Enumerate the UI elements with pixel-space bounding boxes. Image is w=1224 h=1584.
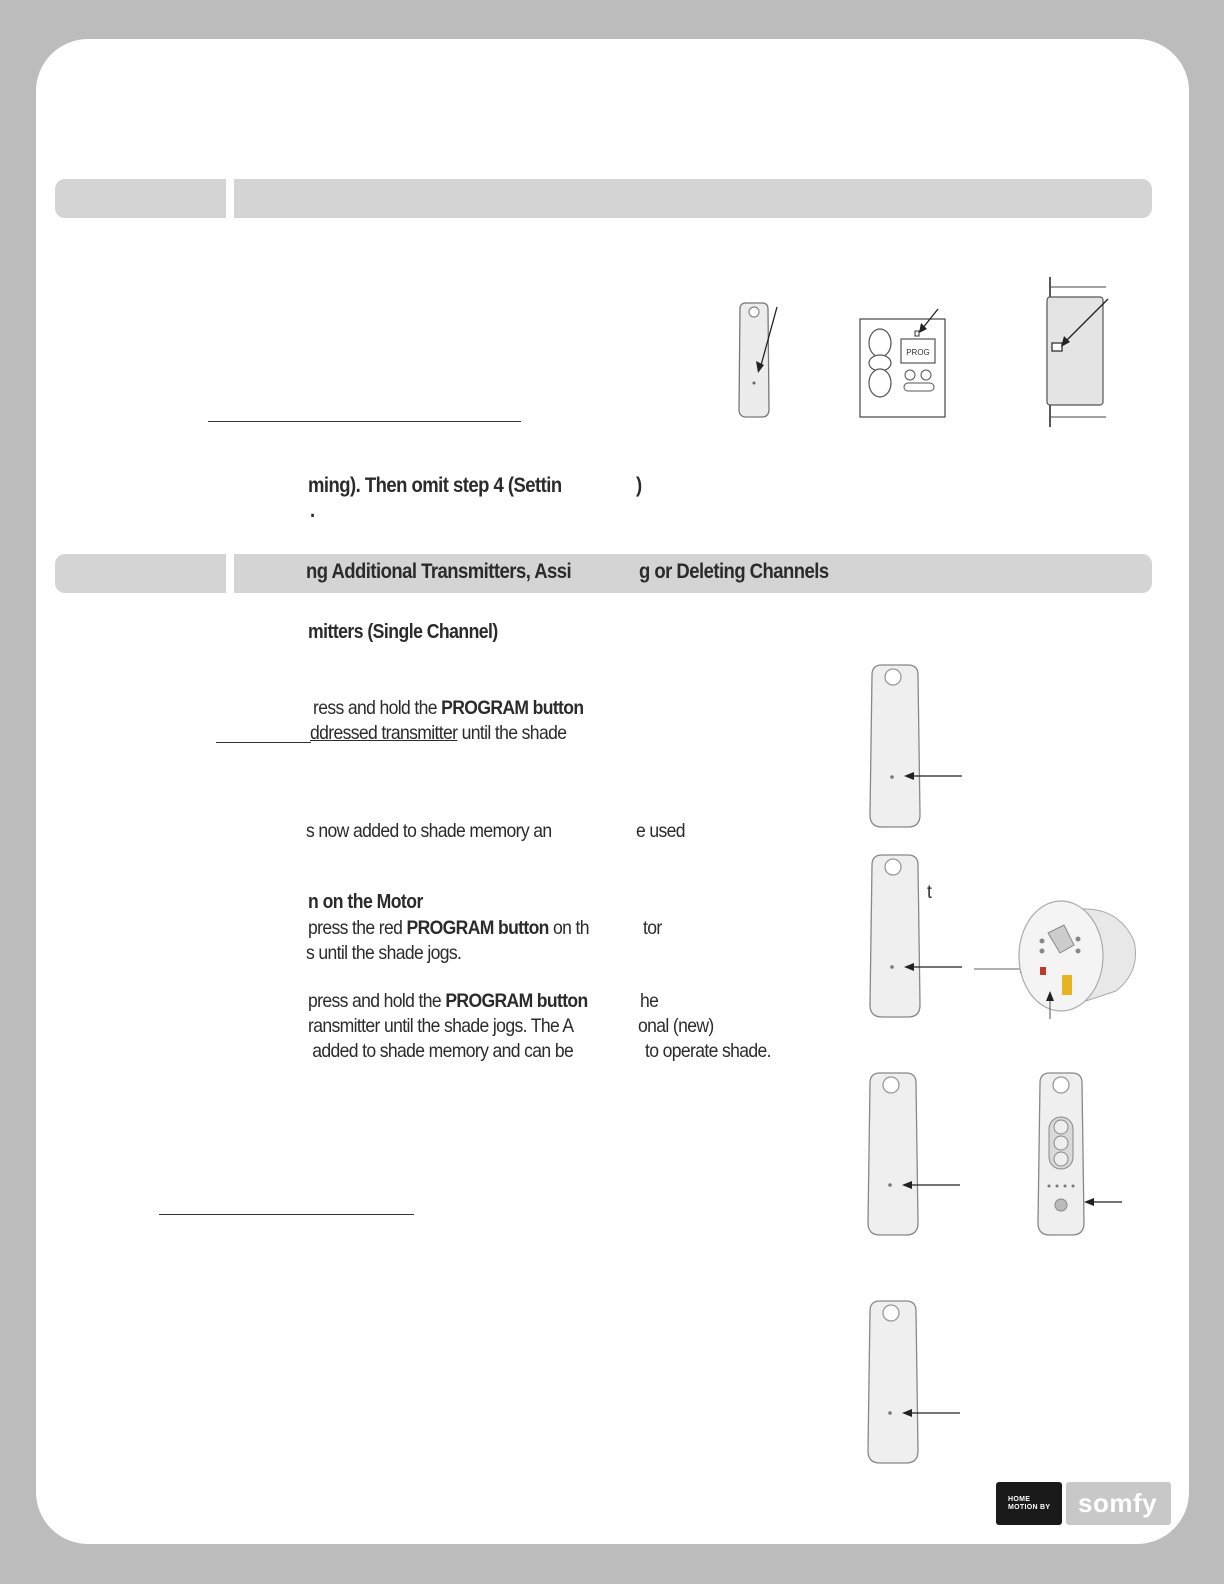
motor-line4-a: ransmitter until the shade jogs. The A (308, 1015, 574, 1037)
section1-text-line2: . (310, 499, 315, 522)
home-motion-line1: HOME (1008, 1496, 1031, 1503)
motor-line5-b: to operate shade. (645, 1040, 771, 1062)
para2-part-b: e used (636, 820, 685, 842)
transmitter-figure-4 (862, 1071, 972, 1241)
transmitter-figure-2 (864, 663, 974, 833)
motor-line1: press the red PROGRAM button on th (308, 917, 589, 939)
para2-part-a: s now added to shade memory an (306, 820, 552, 842)
section2-subheading: mitters (Single Channel) (308, 621, 498, 643)
motor-side-figure (1036, 277, 1116, 427)
wall-switch-prog-label: PROG (906, 348, 930, 357)
motor-line3-end: he (640, 990, 659, 1012)
section2-bar-number (55, 554, 226, 593)
transmitter-figure-5 (862, 1299, 972, 1469)
section1-bar-title (234, 179, 1152, 218)
motor-heading: n on the Motor (308, 891, 423, 913)
somfy-logo-badge (1066, 1482, 1171, 1525)
motor-line3: press and hold the PROGRAM button (308, 990, 588, 1012)
transmitter-figure-3 (864, 853, 974, 1023)
motor-line2: s until the shade jogs. (306, 942, 462, 964)
lower-underline-rule (159, 1214, 414, 1215)
motor-line4-b: onal (new) (638, 1015, 714, 1037)
section2-title-part-a: ng Additional Transmitters, Assi (306, 560, 572, 583)
motor-line5-a: added to shade memory and can be (308, 1040, 574, 1062)
somfy-logo-text: somfy (1078, 1488, 1158, 1518)
para1-line1: ress and hold the PROGRAM button (313, 697, 584, 719)
section2-title-part-b: g or Deleting Channels (639, 560, 829, 583)
section1-text-line1-end: ) (636, 474, 642, 497)
multichannel-transmitter-figure (1032, 1071, 1132, 1241)
section1-bar-number (55, 179, 226, 218)
para1-underline-rule (216, 742, 311, 743)
manual-page (36, 39, 1189, 1544)
underline-rule (208, 421, 521, 422)
section1-text-line1: ming). Then omit step 4 (Settin (308, 474, 562, 497)
motor-endcap-figure (966, 891, 1146, 1031)
transmitter-figure-small (732, 301, 792, 421)
home-motion-badge (996, 1482, 1062, 1525)
wall-switch-figure (858, 303, 958, 423)
motor-line1-end: tor (643, 917, 662, 939)
para1-line2: ddressed transmitter until the shade (310, 722, 567, 744)
home-motion-line2: MOTION BY (1008, 1504, 1051, 1511)
stray-letter: t (927, 881, 932, 903)
